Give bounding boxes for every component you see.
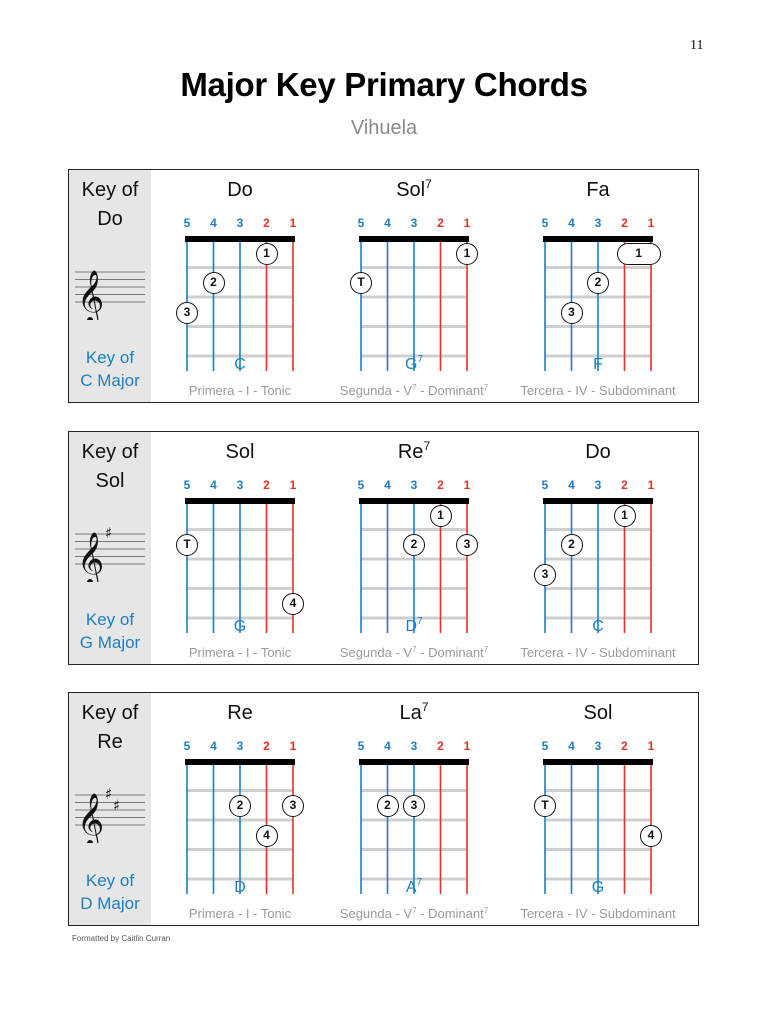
key-solfege-label — [69, 699, 151, 757]
key-name-text: Do — [97, 208, 123, 230]
chord-function-text: Tercera - IV - Subdominant — [520, 645, 676, 660]
chord-function-label — [145, 645, 335, 660]
string-number: 2 — [263, 216, 270, 230]
chord-name — [170, 179, 310, 202]
western-chord-text: D — [234, 879, 246, 896]
finger-dot: 3 — [176, 302, 198, 324]
chord-name-text: Re — [227, 702, 253, 724]
nut-bar — [185, 498, 295, 504]
chord-function-superscript: 7 — [483, 645, 489, 654]
western-chord-text: G — [404, 356, 418, 373]
finger-dot: 2 — [561, 534, 583, 556]
chord-function-text: Segunda - V — [339, 383, 413, 398]
string-number: 4 — [210, 478, 217, 492]
chord-name — [170, 702, 310, 725]
key-major-label — [69, 869, 151, 915]
key-of-text: Key of — [85, 348, 135, 367]
chord-function-label — [319, 383, 509, 398]
chord-function-label — [319, 645, 509, 660]
finger-dot: 4 — [640, 825, 662, 847]
western-chord-name — [160, 618, 320, 636]
string-number: 4 — [568, 478, 575, 492]
chord-name-superscript: 7 — [423, 439, 431, 453]
finger-dot: 2 — [203, 272, 225, 294]
key-of-text: Key of — [85, 610, 135, 629]
nut-bar — [543, 236, 653, 242]
key-panel — [68, 692, 699, 926]
finger-dot: 2 — [587, 272, 609, 294]
chord-name — [170, 441, 310, 464]
string-number: 1 — [463, 478, 471, 492]
string-number: 3 — [410, 216, 418, 230]
key-signature — [75, 260, 147, 325]
chord-name — [528, 179, 668, 202]
page-title: Major Key Primary Chords — [180, 66, 588, 103]
string-number: 5 — [541, 739, 549, 753]
nut-bar — [185, 759, 295, 765]
string-number: 1 — [289, 216, 297, 230]
chord-function-label — [503, 645, 693, 660]
key-major-label — [69, 608, 151, 654]
major-name-text: G Major — [79, 633, 141, 652]
key-solfege-label — [69, 438, 151, 496]
string-number: 2 — [437, 216, 444, 230]
finger-dot: 2 — [377, 795, 399, 817]
string-number: 5 — [357, 739, 365, 753]
treble-staff-icon — [75, 522, 147, 582]
key-of-text: Key of — [81, 702, 139, 724]
string-number: 2 — [437, 478, 444, 492]
major-name-text: D Major — [80, 894, 140, 913]
string-number: 3 — [236, 739, 244, 753]
string-number: 1 — [463, 739, 471, 753]
major-name-text: C Major — [80, 371, 140, 390]
chord-function-superscript: 7 — [483, 906, 489, 915]
western-chord-name — [518, 879, 678, 897]
western-chord-superscript: 7 — [417, 354, 423, 365]
string-number: 2 — [621, 739, 628, 753]
western-chord-name — [160, 356, 320, 374]
chord-name-superscript: 7 — [421, 700, 429, 714]
finger-dot: 3 — [534, 564, 556, 586]
chord-name — [528, 702, 668, 725]
barre-marker: 1 — [617, 243, 662, 265]
string-number: 1 — [289, 739, 297, 753]
chord-function-text: Tercera - IV - Subdominant — [520, 383, 676, 398]
western-chord-text: C — [592, 618, 604, 635]
chord-function-text: Segunda - V — [339, 645, 413, 660]
nut-bar — [359, 498, 469, 504]
footer-credit: Formatted by Caitlin Curran — [72, 934, 171, 943]
fretboard-diagram — [359, 759, 469, 894]
fretboard-diagram — [359, 498, 469, 633]
key-solfege-label — [69, 176, 151, 234]
western-chord-name — [518, 356, 678, 374]
sharp-icon: ♯ — [105, 785, 113, 803]
western-chord-text: F — [593, 356, 603, 373]
key-major-label — [69, 346, 151, 392]
string-number: 2 — [621, 478, 628, 492]
fretboard-diagram — [359, 236, 469, 371]
string-number: 1 — [289, 478, 297, 492]
chord-function-label — [145, 906, 335, 921]
western-chord-name — [334, 356, 494, 374]
chord-name — [528, 441, 668, 464]
chord-name — [344, 441, 484, 464]
chord-function-tail: - Dominant — [416, 383, 484, 398]
chord-function-text: Primera - I - Tonic — [188, 645, 292, 660]
string-number: 5 — [357, 216, 365, 230]
finger-dot: 3 — [561, 302, 583, 324]
page-subtitle: Vihuela — [350, 117, 418, 139]
string-number: 4 — [384, 478, 391, 492]
string-number: 4 — [210, 216, 217, 230]
key-side-panel — [69, 432, 151, 664]
fretboard-diagram — [185, 498, 295, 633]
fretboard-diagram — [185, 759, 295, 894]
finger-dot: T — [350, 272, 372, 294]
finger-dot: 3 — [282, 795, 304, 817]
chord-function-superscript: 7 — [412, 383, 417, 392]
nut-bar — [359, 236, 469, 242]
western-chord-name — [334, 879, 494, 897]
western-chord-text: G — [591, 879, 605, 896]
chord-function-tail: - Dominant — [416, 906, 484, 921]
chord-function-label — [145, 383, 335, 398]
treble-clef-icon: 𝄞 — [77, 531, 105, 582]
finger-dot: T — [176, 534, 198, 556]
chord-function-text: Segunda - V — [339, 906, 413, 921]
finger-dot: 4 — [282, 593, 304, 615]
finger-dot: 3 — [403, 795, 425, 817]
treble-staff-icon — [75, 260, 147, 320]
string-number: 4 — [384, 739, 391, 753]
finger-dot: 4 — [256, 825, 278, 847]
finger-dot: 1 — [456, 243, 478, 265]
string-number: 5 — [183, 739, 191, 753]
chord-name — [344, 702, 484, 725]
key-name-text: Sol — [95, 470, 125, 492]
finger-dot: 1 — [430, 505, 452, 527]
chord-function-superscript: 7 — [412, 906, 417, 915]
chord-function-text: Primera - I - Tonic — [188, 906, 292, 921]
western-chord-name — [334, 618, 494, 636]
finger-dot: 1 — [614, 505, 636, 527]
western-chord-text: D — [405, 618, 417, 635]
chord-name-text: Fa — [586, 179, 610, 201]
chord-name-text: Do — [227, 179, 253, 201]
string-number: 5 — [541, 478, 549, 492]
key-name-text: Re — [97, 731, 123, 753]
chord-function-tail: - Dominant — [416, 645, 484, 660]
string-number: 5 — [183, 478, 191, 492]
string-number: 2 — [621, 216, 628, 230]
chord-function-label — [319, 906, 509, 921]
chord-function-text: Primera - I - Tonic — [188, 383, 292, 398]
western-chord-superscript: 7 — [416, 877, 423, 888]
string-number: 1 — [647, 739, 655, 753]
nut-bar — [543, 498, 653, 504]
nut-bar — [543, 759, 653, 765]
key-side-panel — [69, 693, 151, 925]
string-number: 5 — [541, 216, 549, 230]
chord-name-text: Re — [397, 441, 424, 463]
string-number: 3 — [236, 478, 244, 492]
fretboard-diagram — [543, 498, 653, 633]
string-number: 3 — [594, 478, 602, 492]
string-number: 3 — [594, 739, 602, 753]
key-signature — [75, 783, 147, 848]
string-number: 1 — [647, 216, 655, 230]
chord-function-text: Tercera - IV - Subdominant — [520, 906, 676, 921]
western-chord-name — [160, 879, 320, 897]
nut-bar — [185, 236, 295, 242]
string-number: 4 — [210, 739, 217, 753]
chord-function-label — [503, 906, 693, 921]
western-chord-name — [518, 618, 678, 636]
fretboard-diagram — [543, 759, 653, 894]
key-panel — [68, 431, 699, 665]
western-chord-text: G — [233, 618, 247, 635]
western-chord-text: A — [405, 879, 417, 896]
treble-staff-icon — [75, 783, 147, 843]
finger-dot: 2 — [229, 795, 251, 817]
chord-name-text: Sol — [225, 441, 255, 463]
fretboard-diagram — [185, 236, 295, 371]
finger-dot: 2 — [403, 534, 425, 556]
finger-dot: 3 — [456, 534, 478, 556]
string-number: 2 — [263, 739, 270, 753]
key-of-text: Key of — [81, 179, 139, 201]
chord-name-text: Sol — [583, 702, 613, 724]
string-number: 2 — [263, 478, 270, 492]
finger-dot: 1 — [256, 243, 278, 265]
chord-name — [344, 179, 484, 202]
string-number: 3 — [410, 478, 418, 492]
chord-name-text: La — [399, 702, 422, 724]
key-panel — [68, 169, 699, 403]
string-number: 4 — [568, 739, 575, 753]
string-number: 3 — [236, 216, 244, 230]
chord-function-label — [503, 383, 693, 398]
string-number: 3 — [594, 216, 602, 230]
key-of-text: Key of — [81, 441, 139, 463]
string-number: 5 — [357, 478, 365, 492]
key-signature — [75, 522, 147, 587]
string-number: 1 — [647, 478, 655, 492]
treble-clef-icon: 𝄞 — [77, 269, 105, 320]
sharp-icon: ♯ — [113, 796, 121, 815]
key-side-panel — [69, 170, 151, 402]
string-number: 4 — [568, 216, 575, 230]
string-number: 5 — [183, 216, 191, 230]
key-of-text: Key of — [85, 871, 135, 890]
western-chord-text: C — [234, 356, 246, 373]
string-number: 4 — [384, 216, 391, 230]
sharp-icon: ♯ — [105, 524, 113, 542]
chord-name-text: Sol — [396, 179, 426, 201]
chord-function-superscript: 7 — [412, 645, 417, 654]
chord-name-superscript: 7 — [425, 177, 432, 191]
chord-name-text: Do — [585, 441, 611, 463]
western-chord-superscript: 7 — [417, 616, 423, 627]
page-number: 11 — [690, 38, 704, 53]
finger-dot: T — [534, 795, 556, 817]
string-number: 3 — [410, 739, 418, 753]
treble-clef-icon: 𝄞 — [77, 792, 105, 843]
string-number: 2 — [437, 739, 444, 753]
string-number: 1 — [463, 216, 471, 230]
nut-bar — [359, 759, 469, 765]
chord-function-superscript: 7 — [483, 383, 489, 392]
